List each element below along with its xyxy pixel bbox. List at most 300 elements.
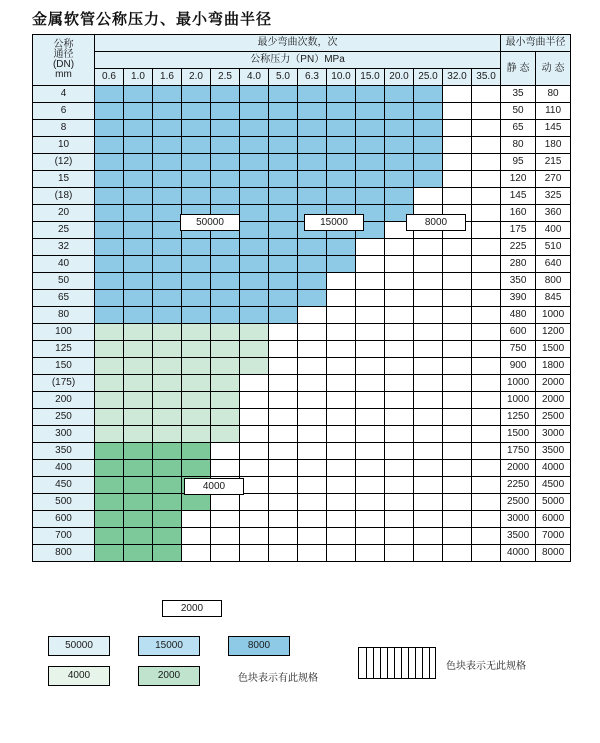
spec-cell	[153, 494, 182, 511]
spec-cell	[356, 137, 385, 154]
dynamic-radius-value: 2000	[536, 392, 571, 409]
spec-cell	[182, 545, 211, 562]
dynamic-radius-value: 1200	[536, 324, 571, 341]
dn-value: 50	[33, 273, 95, 290]
pn-column-header: 25.0	[414, 69, 443, 86]
spec-cell	[95, 511, 124, 528]
pn-column-header: 15.0	[356, 69, 385, 86]
table-row	[33, 375, 571, 392]
spec-cell	[443, 443, 472, 460]
spec-cell	[356, 273, 385, 290]
spec-cell	[472, 375, 501, 392]
spec-cell	[298, 120, 327, 137]
spec-cell	[182, 494, 211, 511]
spec-cell	[327, 120, 356, 137]
spec-cell	[298, 137, 327, 154]
static-radius-value: 1500	[501, 426, 536, 443]
dn-value: 10	[33, 137, 95, 154]
spec-cell	[211, 137, 240, 154]
spec-cell	[298, 477, 327, 494]
spec-cell	[269, 171, 298, 188]
spec-cell	[414, 375, 443, 392]
spec-cell	[443, 494, 472, 511]
spec-cell	[182, 256, 211, 273]
spec-cell	[269, 443, 298, 460]
spec-cell	[298, 324, 327, 341]
static-radius-value: 2000	[501, 460, 536, 477]
static-radius-value: 750	[501, 341, 536, 358]
spec-cell	[124, 154, 153, 171]
spec-cell	[327, 154, 356, 171]
dn-value: (18)	[33, 188, 95, 205]
spec-cell	[182, 341, 211, 358]
spec-cell	[298, 460, 327, 477]
table-row	[33, 409, 571, 426]
dn-value: 600	[33, 511, 95, 528]
spec-cell	[472, 222, 501, 239]
spec-cell	[298, 154, 327, 171]
spec-cell	[298, 171, 327, 188]
spec-cell	[472, 188, 501, 205]
spec-cell	[414, 86, 443, 103]
spec-cell	[182, 154, 211, 171]
spec-cell	[472, 256, 501, 273]
hatch-line	[415, 648, 416, 678]
spec-cell	[153, 256, 182, 273]
spec-cell	[95, 273, 124, 290]
static-radius-value: 35	[501, 86, 536, 103]
dn-value: 250	[33, 409, 95, 426]
table-row	[33, 86, 571, 103]
table-row	[33, 120, 571, 137]
dynamic-radius-value: 5000	[536, 494, 571, 511]
spec-cell	[124, 239, 153, 256]
spec-cell	[269, 409, 298, 426]
static-radius-value: 3500	[501, 528, 536, 545]
spec-cell	[298, 256, 327, 273]
spec-cell	[240, 443, 269, 460]
spec-cell	[414, 171, 443, 188]
dn-value: 125	[33, 341, 95, 358]
legend-chip: 15000	[138, 636, 200, 656]
spec-cell	[356, 290, 385, 307]
spec-cell	[240, 222, 269, 239]
spec-cell	[356, 171, 385, 188]
spec-cell	[327, 86, 356, 103]
static-radius-value: 3000	[501, 511, 536, 528]
dynamic-radius-value: 2500	[536, 409, 571, 426]
spec-cell	[211, 256, 240, 273]
spec-cell	[472, 120, 501, 137]
spec-cell	[240, 120, 269, 137]
spec-cell	[327, 307, 356, 324]
static-radius-value: 600	[501, 324, 536, 341]
dn-value: 300	[33, 426, 95, 443]
spec-cell	[182, 137, 211, 154]
spec-cell	[327, 256, 356, 273]
spec-cell	[385, 358, 414, 375]
spec-cell	[95, 409, 124, 426]
spec-cell	[240, 171, 269, 188]
table-row	[33, 222, 571, 239]
spec-cell	[443, 341, 472, 358]
dynamic-radius-value: 270	[536, 171, 571, 188]
spec-cell	[327, 188, 356, 205]
spec-cell	[356, 545, 385, 562]
spec-cell	[472, 205, 501, 222]
spec-cell	[124, 290, 153, 307]
static-radius-value: 390	[501, 290, 536, 307]
spec-cell	[385, 341, 414, 358]
pn-header: 公称压力（PN）MPa	[95, 52, 501, 69]
bend-radius-header: 最小弯曲半径	[501, 35, 571, 52]
header-row-1	[33, 35, 571, 52]
spec-table-container	[32, 34, 570, 614]
spec-cell	[385, 443, 414, 460]
table-body	[33, 86, 571, 562]
spec-cell	[124, 511, 153, 528]
spec-cell	[269, 86, 298, 103]
spec-cell	[153, 307, 182, 324]
spec-cell	[153, 511, 182, 528]
spec-cell	[327, 358, 356, 375]
spec-cell	[385, 188, 414, 205]
static-header: 静 态	[501, 52, 536, 86]
spec-cell	[240, 205, 269, 222]
spec-cell	[240, 324, 269, 341]
spec-cell	[327, 528, 356, 545]
spec-cell	[356, 511, 385, 528]
cycle-count-label: 2000	[162, 600, 222, 617]
spec-cell	[327, 341, 356, 358]
spec-cell	[269, 392, 298, 409]
static-radius-value: 900	[501, 358, 536, 375]
spec-cell	[414, 460, 443, 477]
spec-cell	[240, 545, 269, 562]
spec-cell	[414, 477, 443, 494]
spec-cell	[124, 188, 153, 205]
spec-cell	[327, 477, 356, 494]
spec-cell	[269, 290, 298, 307]
spec-cell	[269, 494, 298, 511]
spec-cell	[327, 103, 356, 120]
static-radius-value: 80	[501, 137, 536, 154]
spec-cell	[472, 528, 501, 545]
table-row	[33, 392, 571, 409]
static-radius-value: 1000	[501, 392, 536, 409]
table-row	[33, 358, 571, 375]
spec-cell	[182, 86, 211, 103]
spec-cell	[269, 460, 298, 477]
spec-cell	[153, 324, 182, 341]
spec-cell	[385, 426, 414, 443]
pn-column-header: 32.0	[443, 69, 472, 86]
spec-cell	[472, 477, 501, 494]
spec-cell	[269, 256, 298, 273]
spec-cell	[153, 86, 182, 103]
spec-cell	[124, 477, 153, 494]
hatch-line	[429, 648, 430, 678]
spec-cell	[211, 86, 240, 103]
table-row	[33, 171, 571, 188]
spec-cell	[211, 307, 240, 324]
spec-cell	[298, 409, 327, 426]
table-row	[33, 528, 571, 545]
spec-cell	[124, 120, 153, 137]
dynamic-radius-value: 360	[536, 205, 571, 222]
spec-cell	[269, 477, 298, 494]
spec-cell	[153, 188, 182, 205]
hatch-line	[366, 648, 367, 678]
spec-cell	[211, 375, 240, 392]
spec-cell	[443, 171, 472, 188]
table-row	[33, 443, 571, 460]
spec-cell	[443, 375, 472, 392]
table-row	[33, 103, 571, 120]
spec-cell	[414, 392, 443, 409]
hatch-line	[408, 648, 409, 678]
spec-cell	[211, 511, 240, 528]
static-radius-value: 2250	[501, 477, 536, 494]
spec-cell	[327, 137, 356, 154]
spec-cell	[385, 511, 414, 528]
spec-cell	[356, 358, 385, 375]
spec-cell	[182, 443, 211, 460]
spec-cell	[327, 392, 356, 409]
spec-cell	[182, 511, 211, 528]
spec-cell	[327, 375, 356, 392]
spec-cell	[472, 494, 501, 511]
table-row	[33, 477, 571, 494]
dn-value: 400	[33, 460, 95, 477]
spec-cell	[240, 409, 269, 426]
dn-value: 25	[33, 222, 95, 239]
dn-value: 40	[33, 256, 95, 273]
spec-cell	[269, 426, 298, 443]
spec-cell	[356, 154, 385, 171]
spec-cell	[95, 545, 124, 562]
spec-cell	[124, 205, 153, 222]
spec-cell	[211, 545, 240, 562]
dynamic-radius-value: 80	[536, 86, 571, 103]
spec-cell	[211, 341, 240, 358]
spec-cell	[414, 426, 443, 443]
table-row	[33, 324, 571, 341]
spec-cell	[356, 120, 385, 137]
spec-cell	[124, 171, 153, 188]
spec-cell	[124, 222, 153, 239]
dn-value: 20	[33, 205, 95, 222]
spec-cell	[414, 511, 443, 528]
spec-cell	[414, 154, 443, 171]
spec-cell	[472, 103, 501, 120]
spec-cell	[95, 460, 124, 477]
spec-cell	[124, 273, 153, 290]
pn-column-header: 5.0	[269, 69, 298, 86]
spec-cell	[298, 443, 327, 460]
table-row	[33, 154, 571, 171]
spec-cell	[356, 341, 385, 358]
spec-cell	[443, 460, 472, 477]
spec-cell	[385, 307, 414, 324]
spec-cell	[414, 443, 443, 460]
static-radius-value: 1750	[501, 443, 536, 460]
spec-cell	[356, 375, 385, 392]
spec-cell	[124, 307, 153, 324]
spec-cell	[95, 443, 124, 460]
static-radius-value: 4000	[501, 545, 536, 562]
spec-cell	[443, 511, 472, 528]
dn-value: 80	[33, 307, 95, 324]
spec-cell	[356, 460, 385, 477]
spec-cell	[327, 426, 356, 443]
dynamic-radius-value: 1800	[536, 358, 571, 375]
spec-cell	[385, 239, 414, 256]
spec-cell	[269, 341, 298, 358]
spec-cell	[153, 443, 182, 460]
table-row	[33, 188, 571, 205]
spec-cell	[414, 324, 443, 341]
spec-cell	[153, 392, 182, 409]
pn-column-header: 2.0	[182, 69, 211, 86]
spec-cell	[153, 154, 182, 171]
spec-cell	[298, 103, 327, 120]
spec-cell	[124, 460, 153, 477]
cycle-count-label: 4000	[184, 478, 244, 495]
table-row	[33, 460, 571, 477]
spec-cell	[385, 154, 414, 171]
dynamic-radius-value: 800	[536, 273, 571, 290]
spec-cell	[414, 290, 443, 307]
dn-value: 4	[33, 86, 95, 103]
spec-cell	[385, 256, 414, 273]
spec-cell	[414, 341, 443, 358]
spec-cell	[472, 307, 501, 324]
spec-cell	[182, 392, 211, 409]
spec-cell	[327, 443, 356, 460]
spec-cell	[95, 324, 124, 341]
spec-cell	[95, 307, 124, 324]
spec-cell	[298, 341, 327, 358]
spec-cell	[269, 188, 298, 205]
spec-cell	[95, 137, 124, 154]
spec-cell	[211, 239, 240, 256]
static-radius-value: 280	[501, 256, 536, 273]
spec-cell	[240, 86, 269, 103]
spec-cell	[269, 375, 298, 392]
spec-cell	[385, 477, 414, 494]
dynamic-radius-value: 325	[536, 188, 571, 205]
spec-cell	[414, 307, 443, 324]
spec-cell	[356, 494, 385, 511]
spec-cell	[385, 545, 414, 562]
spec-cell	[298, 375, 327, 392]
dynamic-radius-value: 145	[536, 120, 571, 137]
spec-cell	[443, 409, 472, 426]
spec-cell	[240, 239, 269, 256]
spec-cell	[182, 358, 211, 375]
spec-cell	[124, 409, 153, 426]
legend-hatch-box	[358, 647, 436, 679]
spec-cell	[211, 103, 240, 120]
spec-cell	[385, 120, 414, 137]
spec-cell	[298, 86, 327, 103]
static-radius-value: 480	[501, 307, 536, 324]
spec-cell	[327, 290, 356, 307]
spec-cell	[153, 103, 182, 120]
spec-cell	[182, 528, 211, 545]
spec-cell	[182, 426, 211, 443]
spec-cell	[153, 375, 182, 392]
pn-column-header: 0.6	[95, 69, 124, 86]
table-row	[33, 205, 571, 222]
spec-cell	[182, 460, 211, 477]
dynamic-radius-value: 640	[536, 256, 571, 273]
spec-cell	[327, 494, 356, 511]
hatch-line	[387, 648, 388, 678]
spec-cell	[211, 460, 240, 477]
spec-cell	[269, 324, 298, 341]
spec-cell	[211, 409, 240, 426]
static-radius-value: 350	[501, 273, 536, 290]
legend-chip: 2000	[138, 666, 200, 686]
spec-cell	[356, 443, 385, 460]
spec-cell	[356, 103, 385, 120]
spec-cell	[443, 86, 472, 103]
spec-cell	[356, 409, 385, 426]
spec-cell	[472, 511, 501, 528]
spec-cell	[356, 528, 385, 545]
dn-value: (12)	[33, 154, 95, 171]
pn-column-header: 35.0	[472, 69, 501, 86]
dynamic-radius-value: 3500	[536, 443, 571, 460]
dn-header-cell	[33, 35, 95, 86]
spec-cell	[443, 188, 472, 205]
spec-cell	[269, 273, 298, 290]
spec-cell	[124, 375, 153, 392]
spec-cell	[124, 443, 153, 460]
legend-color-note: 色块表示有此规格	[238, 672, 318, 684]
spec-cell	[443, 154, 472, 171]
spec-cell	[472, 154, 501, 171]
spec-cell	[182, 120, 211, 137]
spec-cell	[153, 341, 182, 358]
spec-cell	[269, 307, 298, 324]
spec-cell	[356, 188, 385, 205]
spec-cell	[414, 528, 443, 545]
spec-cell	[240, 188, 269, 205]
spec-cell	[472, 426, 501, 443]
spec-cell	[472, 358, 501, 375]
dynamic-radius-value: 180	[536, 137, 571, 154]
pn-column-header: 10.0	[327, 69, 356, 86]
spec-cell	[211, 273, 240, 290]
hatch-line	[380, 648, 381, 678]
spec-cell	[240, 528, 269, 545]
dn-value: 350	[33, 443, 95, 460]
spec-cell	[472, 86, 501, 103]
spec-cell	[124, 256, 153, 273]
hatch-line	[373, 648, 374, 678]
spec-cell	[269, 205, 298, 222]
spec-cell	[124, 137, 153, 154]
spec-cell	[124, 545, 153, 562]
spec-cell	[95, 103, 124, 120]
static-radius-value: 2500	[501, 494, 536, 511]
spec-cell	[385, 171, 414, 188]
dynamic-radius-value: 110	[536, 103, 571, 120]
spec-cell	[472, 324, 501, 341]
